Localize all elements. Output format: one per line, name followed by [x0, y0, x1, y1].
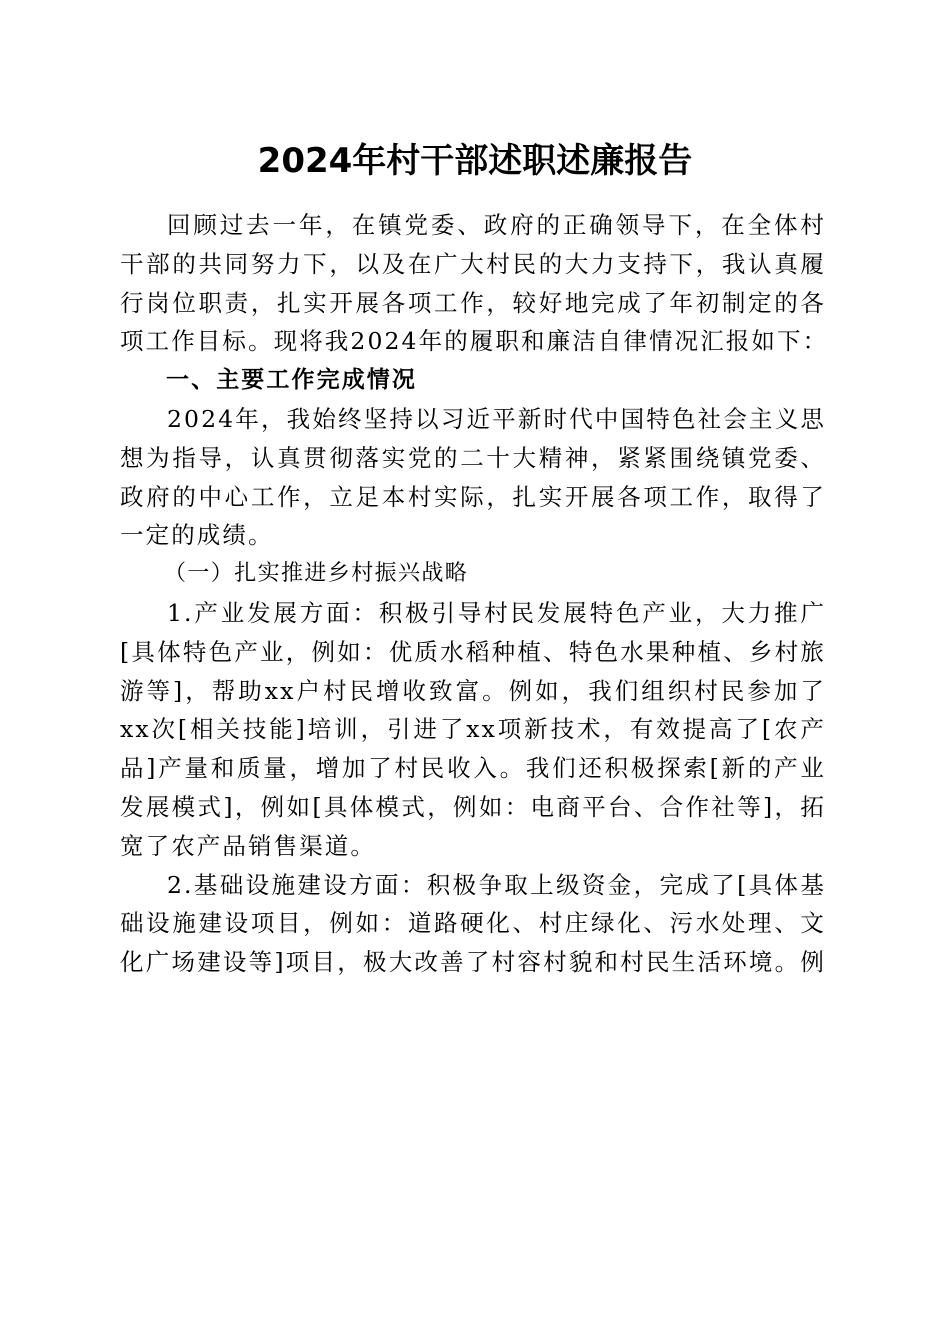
text-line: 项工作目标。现将我2024年的履职和廉洁自律情况汇报如下： — [120, 327, 829, 356]
text-line: 宽了农产品销售渠道。 — [120, 831, 376, 860]
text-line: 回顾过去一年，在镇党委、政府的正确领导下，在全体村 — [167, 211, 826, 239]
document-body — [120, 206, 829, 982]
text-line: 2024年，我始终坚持以习近平新时代中国特色社会主义思 — [167, 404, 826, 433]
text-line: 行岗位职责，扎实开展各项工作，较好地完成了年初制定的各 — [120, 288, 826, 317]
text-line: 想为指导，认真贯彻落实党的二十大精神，紧紧围绕镇党委、 — [120, 443, 826, 472]
item-paragraph — [120, 594, 826, 866]
subsection-heading: （一）扎实推进乡村振兴战略 — [164, 561, 469, 587]
text-line: xx次[相关技能]培训，引进了xx项新技术，有效提高了[农产 — [120, 715, 826, 744]
text-line: 发展模式]，例如[具体模式，例如：电商平台、合作社等]，拓 — [120, 792, 826, 821]
text-line: 品]产量和质量，增加了村民收入。我们还积极探索[新的产业 — [120, 754, 826, 783]
text-line: 础设施建设项目，例如：道路硬化、村庄绿化、污水处理、文 — [120, 909, 826, 938]
intro-paragraph — [120, 206, 829, 361]
text-line: 2.基础设施建设方面：积极争取上级资金，完成了[具体基 — [167, 870, 826, 899]
text-line: [具体特色产业，例如：优质水稻种植、特色水果种植、乡村旅 — [120, 637, 826, 666]
document-title: 2024年村干部述职述廉报告 — [257, 141, 693, 181]
text-line: 一定的成绩。 — [120, 521, 274, 550]
text-line: 化广场建设等]项目，极大改善了村容村貌和村民生活环境。例 — [120, 948, 826, 977]
text-line: 干部的共同努力下，以及在广大村民的大力支持下，我认真履 — [120, 249, 826, 278]
item-paragraph — [120, 866, 826, 982]
text-line: 1.产业发展方面：积极引导村民发展特色产业，大力推广 — [167, 598, 826, 627]
text-line: 游等]，帮助xx户村民增收致富。例如，我们组织村民参加了 — [120, 676, 826, 705]
section-heading: 一、主要工作完成情况 — [166, 367, 417, 394]
text-line: 政府的中心工作，立足本村实际，扎实开展各项工作，取得了 — [120, 482, 826, 511]
section-paragraph — [120, 400, 826, 555]
